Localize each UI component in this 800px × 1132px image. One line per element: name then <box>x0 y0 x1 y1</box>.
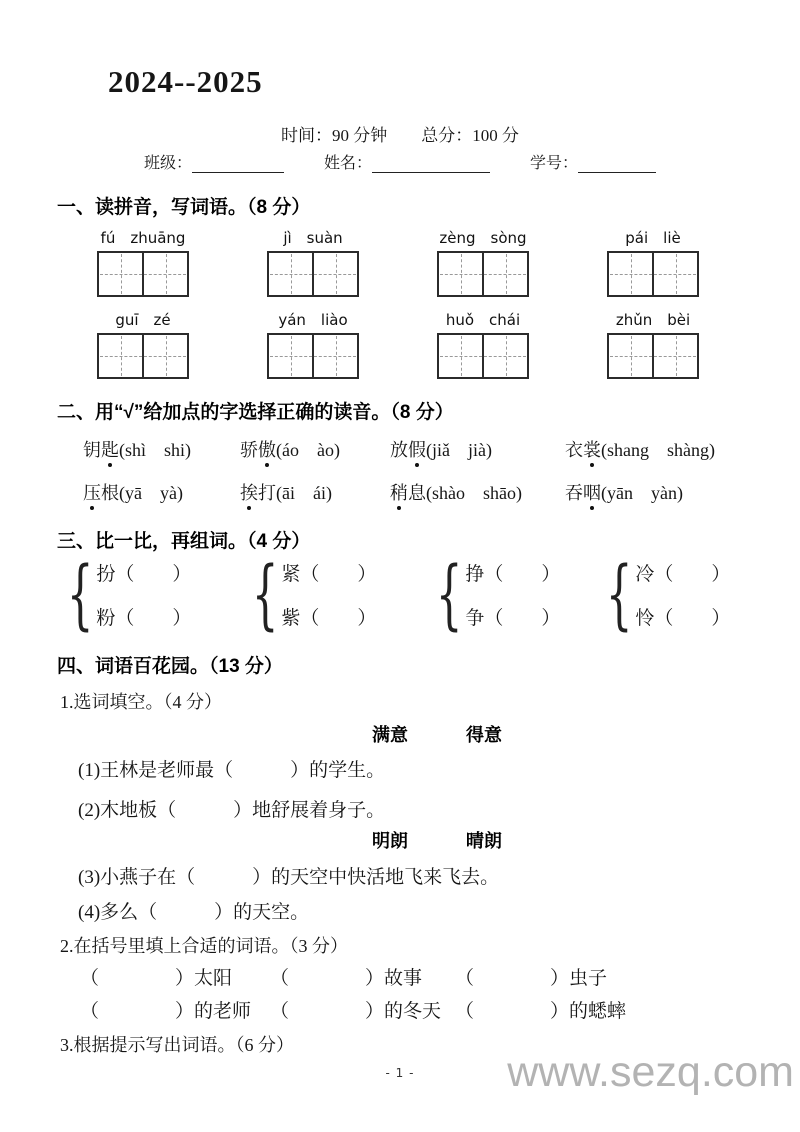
pinyin-row-1 <box>97 227 777 297</box>
brace-glyph: { <box>66 549 94 638</box>
writing-box <box>97 251 189 297</box>
pronunciation-item: 挨打(āi ái) <box>240 479 390 505</box>
compare-word: 争（ ） <box>465 607 561 629</box>
reading-options: (shì shi) <box>119 440 191 460</box>
bank-word: 得意 <box>466 725 502 745</box>
word-fill-item: （ ）太阳 <box>80 968 233 989</box>
reading-options: (shào shāo) <box>426 483 522 503</box>
name-blank-line <box>372 157 490 173</box>
writing-box <box>437 251 529 297</box>
word-bank-1 <box>0 721 800 747</box>
section1-heading: 一、读拼音，写词语。（8 分） <box>57 197 311 218</box>
compare-word: 冷（ ） <box>635 563 731 585</box>
sub-question-3: 3.根据提示写出词语。（6 分） <box>60 1035 294 1055</box>
dotted-char: 挨 <box>240 479 258 505</box>
dotted-char: 匙 <box>101 436 119 462</box>
reading-options: (shang shàng) <box>601 440 715 460</box>
sid-field <box>530 150 656 173</box>
watermark: www.sezq.com <box>507 1048 794 1096</box>
sub-question-1: 1.选词填空。（4 分） <box>60 692 222 712</box>
pinyin-item <box>437 309 607 379</box>
pinyin-label: huǒ chái <box>445 311 521 329</box>
pronunciation-item: 放假(jiǎ jià) <box>390 436 565 462</box>
pinyin-item <box>607 309 777 379</box>
pinyin-label: guī zé <box>115 311 171 329</box>
reading-options: (jiǎ jià) <box>426 440 492 460</box>
pinyin-label: pái liè <box>625 229 681 247</box>
exam-meta: 时间：90 分钟 总分：100 分 <box>281 126 519 145</box>
reading-options: (āi ái) <box>276 483 332 503</box>
writing-box <box>437 333 529 379</box>
section4-heading: 四、词语百花园。（13 分） <box>57 656 283 677</box>
reading-options: (áo ào) <box>276 440 340 460</box>
class-field <box>144 150 284 173</box>
writing-box <box>607 333 699 379</box>
dotted-char: 裳 <box>583 436 601 462</box>
bank-word: 明朗 <box>372 831 408 851</box>
pinyin-item <box>437 227 607 297</box>
pinyin-label: zhǔn bèi <box>615 311 691 329</box>
pinyin-label: zèng sòng <box>439 229 527 247</box>
brace-glyph: { <box>435 549 463 638</box>
compare-group <box>435 549 605 638</box>
page-number: - 1 - <box>385 1066 415 1080</box>
pinyin-label: fú zhuāng <box>100 229 186 247</box>
word-fill-item: （ ）虫子 <box>455 968 608 989</box>
reading-options: (yā yà) <box>119 483 183 503</box>
word-fill-item: （ ）的蟋蟀 <box>455 1001 627 1022</box>
pronunciation-item: 稍息(shào shāo) <box>390 479 565 505</box>
fill-sentence-4: (4)多么（ ）的天空。 <box>78 902 310 923</box>
pinyin-item <box>267 309 437 379</box>
fill-sentence-2: (2)木地板（ ）地舒展着身子。 <box>78 800 386 821</box>
compare-word: 挣（ ） <box>465 563 561 585</box>
fill-sentence-1: (1)王林是老师最（ ）的学生。 <box>78 760 386 781</box>
pinyin-item <box>97 309 267 379</box>
section2-heading: 二、用“√”给加点的字选择正确的读音。（8 分） <box>57 402 454 423</box>
dotted-char: 假 <box>408 436 426 462</box>
word-bank-2 <box>0 827 800 853</box>
sid-label: 学号： <box>530 155 579 172</box>
brace-glyph: { <box>251 549 279 638</box>
compare-group <box>605 549 731 638</box>
compare-word: 粉（ ） <box>96 607 192 629</box>
sid-blank-line <box>578 157 656 173</box>
pinyin-label: yán liào <box>278 311 348 329</box>
compare-word: 怜（ ） <box>635 607 731 629</box>
compare-group <box>251 549 435 638</box>
dotted-char: 压 <box>83 479 101 505</box>
compare-group <box>66 549 251 638</box>
word-fill-item: （ ）的老师 <box>80 1001 252 1022</box>
pronunciation-item: 压根(yā yà) <box>83 479 240 505</box>
pinyin-item <box>267 227 437 297</box>
writing-box <box>607 251 699 297</box>
pronunciation-row-1 <box>83 436 715 462</box>
pinyin-item <box>97 227 267 297</box>
name-label: 姓名： <box>323 155 372 172</box>
compare-word: 紫（ ） <box>281 607 377 629</box>
page-title: 2024--2025 <box>108 64 263 99</box>
pronunciation-item: 衣裳(shang shàng) <box>565 436 715 462</box>
section3-heading: 三、比一比，再组词。（4 分） <box>57 531 311 552</box>
pinyin-item <box>607 227 777 297</box>
name-field <box>324 150 490 173</box>
bank-word: 满意 <box>372 725 408 745</box>
pronunciation-item: 钥匙(shì shi) <box>83 436 240 462</box>
writing-box <box>267 333 359 379</box>
dotted-char: 稍 <box>390 479 408 505</box>
compare-groups-row <box>66 549 731 638</box>
class-label: 班级： <box>143 155 192 172</box>
word-fill-item: （ ）故事 <box>270 968 423 989</box>
class-blank-line <box>192 157 284 173</box>
pronunciation-item: 骄傲(áo ào) <box>240 436 390 462</box>
pinyin-row-2 <box>97 309 777 379</box>
sub-question-2: 2.在括号里填上合适的词语。（3 分） <box>60 936 348 956</box>
compare-word: 扮（ ） <box>96 563 192 585</box>
reading-options: (yān yàn) <box>601 483 683 503</box>
brace-glyph: { <box>605 549 633 638</box>
writing-box <box>267 251 359 297</box>
dotted-char: 傲 <box>258 436 276 462</box>
word-fill-item: （ ）的冬天 <box>270 1001 442 1022</box>
bank-word: 晴朗 <box>466 831 502 851</box>
pronunciation-item: 吞咽(yān yàn) <box>565 479 683 505</box>
pinyin-label: jì suàn <box>283 229 343 247</box>
fill-sentence-3: (3)小燕子在（ ）的天空中快活地飞来飞去。 <box>78 867 500 888</box>
pronunciation-row-2 <box>83 479 683 505</box>
word-fill-row-1 <box>80 963 607 990</box>
writing-box <box>97 333 189 379</box>
compare-word: 紧（ ） <box>281 563 377 585</box>
word-fill-row-2 <box>80 996 626 1023</box>
student-info-row <box>0 150 800 173</box>
dotted-char: 咽 <box>583 479 601 505</box>
